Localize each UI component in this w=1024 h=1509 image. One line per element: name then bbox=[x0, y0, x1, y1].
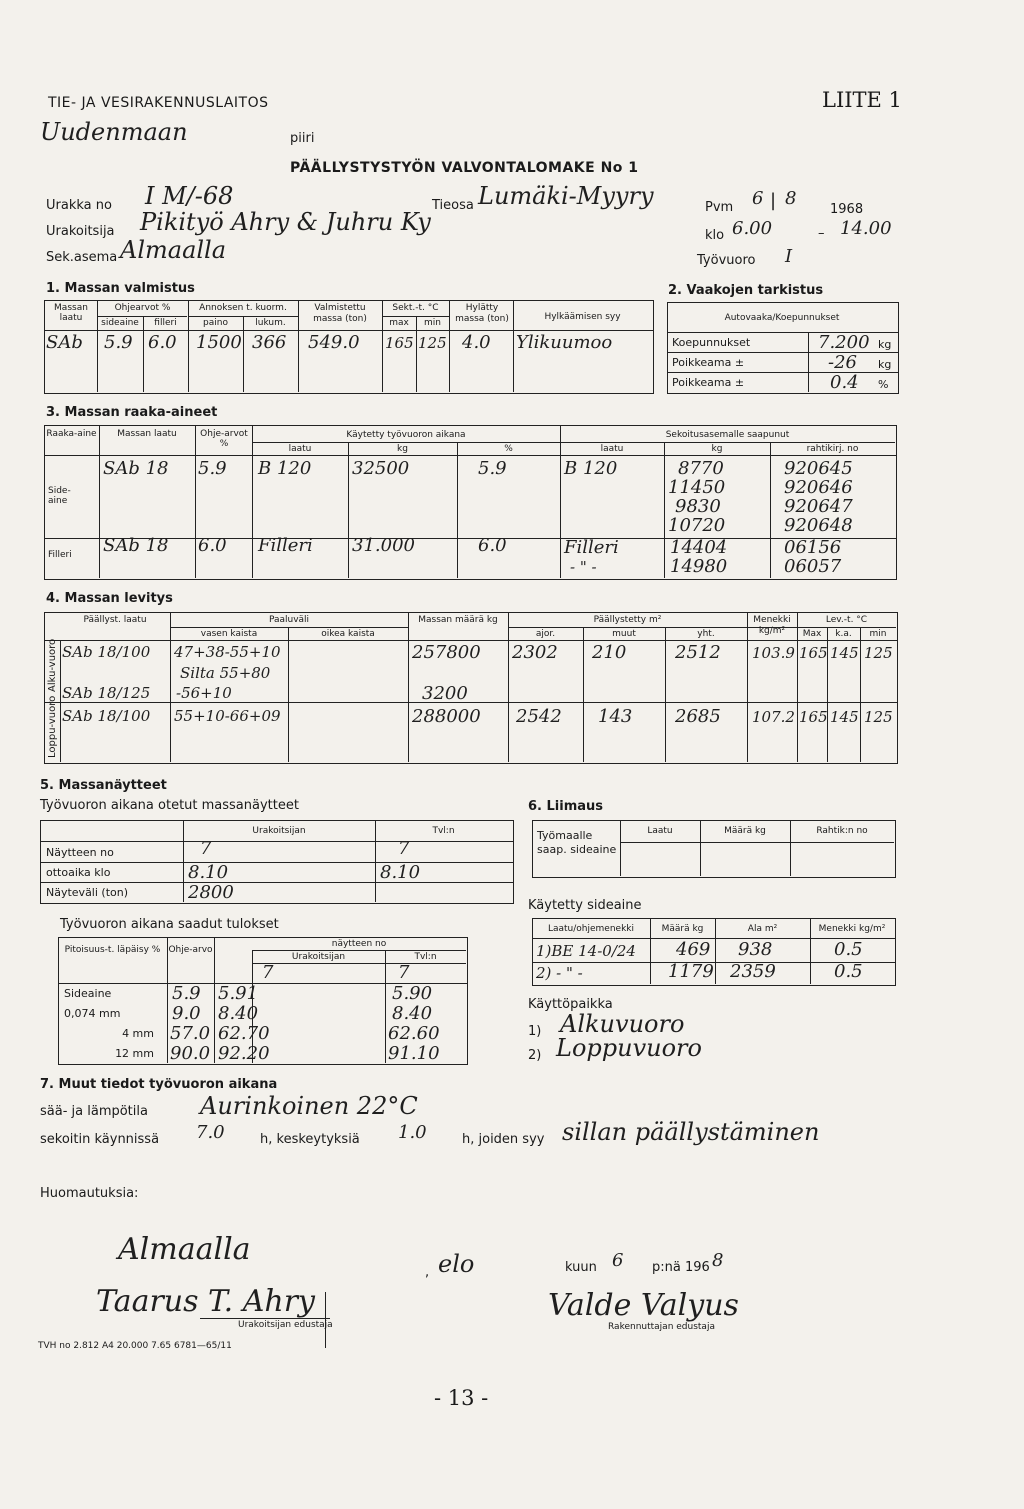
station-label: Sek.asema bbox=[46, 250, 118, 265]
s6-p1-num: 1) bbox=[528, 1024, 542, 1039]
s2-r2-label: Poikkeama ± bbox=[672, 356, 745, 369]
s3-h-laatu: Massan laatu bbox=[117, 429, 177, 439]
s3-fill-s-laatu: - " - bbox=[570, 558, 597, 576]
pna-label: p:nä 196 bbox=[652, 1260, 710, 1275]
s4-alku-label: Alku-vuoro bbox=[47, 638, 58, 692]
s4-h-ka: k.a. bbox=[835, 629, 852, 639]
year-value: 8 bbox=[712, 1250, 724, 1271]
s5-results-title: Työvuoron aikana saadut tulokset bbox=[60, 917, 279, 932]
s1-h-paino: paino bbox=[203, 318, 228, 328]
s5-row-urak: 92.20 bbox=[218, 1043, 270, 1064]
s6-r2-ala: 2359 bbox=[730, 961, 776, 982]
s5-subtitle: Työvuoron aikana otetut massanäytteet bbox=[40, 798, 299, 813]
s4-h-max: Max bbox=[802, 629, 822, 639]
s3-h-sekoitus: Sekoitusasemalle saapunut bbox=[665, 430, 790, 440]
s6-p2-num: 2) bbox=[528, 1048, 542, 1063]
time-start: 6.00 bbox=[732, 218, 773, 239]
s4-h-muut: muut bbox=[612, 629, 636, 639]
s3-h-s-laatu: laatu bbox=[600, 444, 624, 454]
s3-side-ohje: 5.9 bbox=[198, 458, 227, 479]
s3-fill-s-kg: 14404 bbox=[670, 537, 728, 558]
s5-u-klo: 8.10 bbox=[188, 862, 229, 883]
s3-fill-kg: 31.000 bbox=[352, 535, 415, 556]
s7-sek-label: sekoitin käynnissä bbox=[40, 1132, 160, 1147]
s6-r2-lo: 2) - " - bbox=[536, 964, 583, 982]
road-value: Lumäki-Myyry bbox=[478, 182, 654, 210]
s1-paino: 1500 bbox=[196, 332, 242, 353]
s6-h-maara: Määrä kg bbox=[724, 826, 766, 836]
s1-h-sideaine: sideaine bbox=[101, 318, 139, 328]
s5-h-tvl: Tvl:n bbox=[432, 826, 455, 836]
s7-h-label: h, keskeytyksiä bbox=[260, 1132, 360, 1147]
s5-n-tvl: 7 bbox=[398, 962, 410, 983]
s5-row-tvl: 91.10 bbox=[388, 1043, 440, 1064]
s3-h-s-rahti: rahtikirj. no bbox=[806, 444, 859, 454]
s3-fill-rahti: 06156 bbox=[784, 537, 842, 558]
s6-h-rahti: Rahtik:n no bbox=[816, 826, 868, 836]
s3-side-kg: 32500 bbox=[352, 458, 410, 479]
s4-l1-massa: 288000 bbox=[412, 706, 481, 727]
remarks-label: Huomautuksia: bbox=[40, 1186, 139, 1201]
s1-h-sekt: Sekt.-t. °C bbox=[392, 303, 439, 313]
s2-r2-value: -26 bbox=[828, 352, 857, 373]
s5-t-no: 7 bbox=[398, 838, 410, 859]
s3-fill-ohje: 6.0 bbox=[198, 535, 227, 556]
road-label: Tieosa bbox=[432, 198, 474, 213]
s6-h-laatu: Laatu bbox=[647, 826, 673, 836]
s4-a1-menekki: 103.9 bbox=[752, 644, 795, 662]
s4-a3-vasen: -56+10 bbox=[176, 684, 232, 702]
s2-header: Autovaaka/Koepunnukset bbox=[724, 313, 840, 323]
s6-r1-menekki: 0.5 bbox=[834, 939, 863, 960]
s1-max: 165 bbox=[385, 334, 414, 352]
s6-r2-maara: 1179 bbox=[668, 961, 714, 982]
s4-a1-massa: 257800 bbox=[412, 642, 481, 663]
s3-side-laatu: B 120 bbox=[258, 458, 312, 479]
s5-r2-label: ottoaika klo bbox=[46, 866, 111, 879]
time-dash: – bbox=[818, 226, 825, 241]
s1-laatu: SAb bbox=[46, 332, 83, 353]
s3-side-s-kg: 9830 bbox=[675, 496, 721, 517]
s2-r1-value: 7.200 bbox=[818, 332, 870, 353]
s4-loppu-label: Loppu-vuoro bbox=[47, 695, 58, 758]
s5-row-tvl: 5.90 bbox=[392, 983, 433, 1004]
s6-r2-menekki: 0.5 bbox=[834, 961, 863, 982]
s3-side-massa: SAb 18 bbox=[103, 458, 169, 479]
date-comma: , bbox=[425, 1265, 430, 1280]
s1-hylatty: 4.0 bbox=[462, 332, 491, 353]
s5-row-tvl: 62.60 bbox=[388, 1023, 440, 1044]
s7-syy-label: h, joiden syy bbox=[462, 1132, 545, 1147]
s3-h-s-kg: kg bbox=[711, 444, 723, 454]
s6-h-maara2: Määrä kg bbox=[661, 924, 704, 934]
s5-r1-label: Näytteen no bbox=[46, 846, 114, 859]
s6-h-lo: Laatu/ohjemenekki bbox=[547, 924, 635, 934]
contractor-value: Pikityö Ahry & Juhru Ky bbox=[140, 208, 431, 236]
org-name: TIE- JA VESIRAKENNUSLAITOS bbox=[48, 95, 269, 111]
s3-h-raaka: Raaka-aine bbox=[46, 429, 97, 439]
s2-r1-label: Koepunnukset bbox=[672, 336, 751, 349]
s6-r1-maara: 469 bbox=[676, 939, 711, 960]
s4-l1-min: 125 bbox=[864, 708, 893, 726]
s4-a1-ka: 145 bbox=[830, 644, 859, 662]
month-value: elo bbox=[438, 1250, 475, 1278]
s5-row-label: 12 mm bbox=[115, 1047, 154, 1060]
station-value: Almaalla bbox=[120, 236, 227, 264]
s3-side-s-kg: 10720 bbox=[668, 515, 726, 536]
s4-a1-muut: 210 bbox=[592, 642, 627, 663]
s2-r3-label: Poikkeama ± bbox=[672, 376, 745, 389]
s4-a1-ajor: 2302 bbox=[512, 642, 558, 663]
s3-title: 3. Massan raaka-aineet bbox=[46, 405, 218, 420]
s3-side-s-laatu: B 120 bbox=[564, 458, 618, 479]
time-end: 14.00 bbox=[840, 218, 892, 239]
s7-saa-label: sää- ja lämpötila bbox=[40, 1104, 148, 1119]
s7-sek-value: 7.0 bbox=[196, 1122, 225, 1143]
form-title: PÄÄLLYSTYSTYÖN VALVONTALOMAKE No 1 bbox=[290, 160, 639, 176]
s5-u-vali: 2800 bbox=[188, 882, 234, 903]
s6-r1-ala: 938 bbox=[738, 939, 773, 960]
s4-l1-max: 165 bbox=[799, 708, 828, 726]
s5-row-ohje: 90.0 bbox=[170, 1043, 211, 1064]
s7-syy-value: sillan päällystäminen bbox=[562, 1118, 820, 1146]
date-label: Pvm bbox=[705, 200, 734, 215]
s4-a1-yht: 2512 bbox=[675, 642, 721, 663]
s1-filleri: 6.0 bbox=[148, 332, 177, 353]
s4-a1-min: 125 bbox=[864, 644, 893, 662]
s4-l1-muut: 143 bbox=[598, 706, 633, 727]
s6-h-men: Menekki kg/m² bbox=[818, 924, 886, 934]
s3-fill-pct: 6.0 bbox=[478, 535, 507, 556]
district-label: piiri bbox=[290, 131, 315, 146]
s4-h-oikea: oikea kaista bbox=[321, 629, 375, 639]
s5-u-no: 7 bbox=[200, 838, 212, 859]
s1-h-lukum: lukum. bbox=[255, 318, 286, 328]
s5-row-label: 4 mm bbox=[122, 1027, 154, 1040]
s1-h-laatu: Massan laatu bbox=[54, 303, 88, 323]
s5-row-ohje: 5.9 bbox=[172, 983, 201, 1004]
s5-t-klo: 8.10 bbox=[380, 862, 421, 883]
s4-a2-vasen: Silta 55+80 bbox=[180, 664, 271, 682]
s5-h-pit: Pitoisuus-t. läpäisy % bbox=[64, 945, 161, 955]
shift-value: I bbox=[785, 246, 793, 267]
s5-row-urak: 62.70 bbox=[218, 1023, 270, 1044]
sig-left-label: Urakoitsijan edustaja bbox=[238, 1320, 333, 1330]
s1-sideaine: 5.9 bbox=[104, 332, 133, 353]
s3-side-s-kg: 8770 bbox=[678, 458, 724, 479]
s7-kesk-value: 1.0 bbox=[398, 1122, 427, 1143]
contract-value: I M/-68 bbox=[145, 182, 234, 210]
date-year: 1968 bbox=[830, 202, 864, 217]
s2-r3-value: 0.4 bbox=[830, 372, 859, 393]
s4-h-min: min bbox=[869, 629, 887, 639]
s4-h-pm2: Päällystetty m² bbox=[593, 615, 662, 625]
date-day: 6 bbox=[752, 188, 764, 209]
s3-h-kaytetty: Käytetty työvuoron aikana bbox=[346, 430, 466, 440]
s6-paikka-title: Käyttöpaikka bbox=[528, 997, 613, 1012]
date-month: 8 bbox=[785, 188, 797, 209]
s3-side-rahti: 920645 bbox=[784, 458, 853, 479]
s1-h-filleri: filleri bbox=[154, 318, 177, 328]
s4-a1-laatu: SAb 18/100 bbox=[62, 643, 151, 661]
s4-h-paalu: Paaluväli bbox=[268, 615, 310, 625]
s5-h-urak: Urakoitsijan bbox=[252, 826, 306, 836]
contractor-label: Urakoitsija bbox=[46, 224, 115, 239]
kuun-label: kuun bbox=[565, 1260, 597, 1275]
s3-h-k-pct: % bbox=[504, 444, 513, 454]
s3-side-rahti: 920648 bbox=[784, 515, 853, 536]
s5-row-urak: 8.40 bbox=[218, 1003, 259, 1024]
s5-n-urak: 7 bbox=[262, 962, 274, 983]
s4-h-yht: yht. bbox=[697, 629, 715, 639]
s4-h-ajor: ajor. bbox=[535, 629, 556, 639]
s5-h-tvl2: Tvl:n bbox=[414, 952, 437, 962]
s4-a3-massa: 3200 bbox=[422, 683, 468, 704]
s4-l1-vasen: 55+10-66+09 bbox=[174, 707, 281, 725]
appendix-label: LIITE 1 bbox=[822, 88, 902, 112]
contract-label: Urakka no bbox=[46, 198, 112, 213]
form-code: TVH no 2.812 A4 20.000 7.65 6781—65/11 bbox=[38, 1341, 232, 1351]
s1-lukum: 366 bbox=[252, 332, 287, 353]
s1-h-syy: Hylkäämisen syy bbox=[544, 312, 621, 322]
s5-row-label: 0,074 mm bbox=[64, 1007, 121, 1020]
s3-fill-s-laatu: Filleri bbox=[564, 537, 619, 558]
s5-row-ohje: 9.0 bbox=[172, 1003, 201, 1024]
s1-h-valm: Valmistettu massa (ton) bbox=[313, 303, 367, 324]
sig-right-label: Rakennuttajan edustaja bbox=[608, 1322, 715, 1332]
s4-h-laatu: Päällyst. laatu bbox=[83, 615, 147, 625]
s6-title: 6. Liimaus bbox=[528, 799, 604, 814]
s6-h-tyomaa: Työmaalle saap. sideaine bbox=[537, 829, 617, 856]
district-value: Uudenmaan bbox=[40, 118, 188, 146]
sig-left: Taarus T. Ahry bbox=[96, 1284, 315, 1319]
s3-fill-massa: SAb 18 bbox=[103, 535, 169, 556]
s3-side-s-kg: 11450 bbox=[668, 477, 726, 498]
s4-h-lev: Lev.-t. °C bbox=[825, 615, 868, 625]
s2-r1-unit: kg bbox=[878, 338, 892, 351]
s4-l1-ka: 145 bbox=[830, 708, 859, 726]
s3-fill-s-kg: 14980 bbox=[670, 556, 728, 577]
s4-h-vasen: vasen kaista bbox=[200, 629, 258, 639]
s3-side-pct: 5.9 bbox=[478, 458, 507, 479]
s4-h-massa: Massan määrä kg bbox=[418, 615, 498, 625]
s5-h-urak2: Urakoitsijan bbox=[291, 952, 346, 962]
s6-p1-value: Alkuvuoro bbox=[560, 1010, 685, 1038]
s4-a3-laatu: SAb 18/125 bbox=[62, 684, 151, 702]
s6-p2-value: Loppuvuoro bbox=[556, 1034, 702, 1062]
s3-side-label: Side-aine bbox=[48, 486, 71, 506]
day-value: 6 bbox=[612, 1250, 624, 1271]
s1-h-annos: Annoksen t. kuorm. bbox=[199, 303, 287, 313]
s5-row-tvl: 8.40 bbox=[392, 1003, 433, 1024]
s1-syy: Ylikuumoo bbox=[516, 332, 613, 353]
page-number: - 13 - bbox=[434, 1386, 489, 1410]
s6-h-ala: Ala m² bbox=[747, 924, 778, 934]
s3-h-k-kg: kg bbox=[397, 444, 408, 454]
s4-l1-yht: 2685 bbox=[675, 706, 721, 727]
date-sep: | bbox=[770, 190, 777, 211]
s4-l1-ajor: 2542 bbox=[516, 706, 562, 727]
s1-h-ohje: Ohjearvot % bbox=[114, 303, 171, 313]
s1-h-min: min bbox=[424, 318, 441, 328]
s5-r3-label: Näyteväli (ton) bbox=[46, 886, 129, 899]
s7-title: 7. Muut tiedot työvuoron aikana bbox=[40, 1077, 278, 1092]
s3-side-rahti: 920646 bbox=[784, 477, 853, 498]
sig-right: Valde Valyus bbox=[548, 1288, 739, 1323]
s7-saa-value: Aurinkoinen 22°C bbox=[200, 1092, 418, 1120]
s2-title: 2. Vaakojen tarkistus bbox=[668, 283, 824, 298]
s6-kaytetty-title: Käytetty sideaine bbox=[528, 898, 642, 913]
s5-h-ohje: Ohje-arvo bbox=[168, 945, 213, 955]
s1-valmistettu: 549.0 bbox=[308, 332, 360, 353]
s3-h-k-laatu: laatu bbox=[288, 444, 312, 454]
s3-side-rahti: 920647 bbox=[784, 496, 853, 517]
s3-fill-label: Filleri bbox=[48, 550, 72, 560]
s4-l1-laatu: SAb 18/100 bbox=[62, 707, 151, 725]
s5-h-nayt: näytteen no bbox=[331, 939, 387, 949]
s4-a1-max: 165 bbox=[799, 644, 828, 662]
s4-l1-menekki: 107.2 bbox=[752, 708, 795, 726]
s1-h-max: max bbox=[389, 318, 409, 328]
place-value: Almaalla bbox=[118, 1232, 251, 1267]
s5-row-urak: 5.91 bbox=[218, 983, 259, 1004]
s2-r2-unit: kg bbox=[878, 358, 892, 371]
s6-r1-lo: 1)BE 14-0/24 bbox=[536, 942, 636, 960]
s4-a1-vasen: 47+38-55+10 bbox=[174, 643, 281, 661]
time-label: klo bbox=[705, 228, 725, 243]
s4-title: 4. Massan levitys bbox=[46, 591, 173, 606]
s2-r3-unit: % bbox=[878, 378, 889, 391]
s5-row-ohje: 57.0 bbox=[170, 1023, 211, 1044]
s1-title: 1. Massan valmistus bbox=[46, 281, 195, 296]
s4-h-men: Menekki kg/m² bbox=[753, 615, 791, 636]
s3-fill-rahti: 06057 bbox=[784, 556, 842, 577]
s3-h-ohje: Ohje-arvot % bbox=[200, 429, 248, 449]
shift-label: Työvuoro bbox=[697, 253, 756, 268]
s1-h-hyl: Hylätty massa (ton) bbox=[455, 303, 509, 324]
s1-min: 125 bbox=[418, 334, 447, 352]
s5-row-label: Sideaine bbox=[64, 987, 112, 1000]
s5-title: 5. Massanäytteet bbox=[40, 778, 167, 793]
s3-fill-laatu: Filleri bbox=[258, 535, 313, 556]
